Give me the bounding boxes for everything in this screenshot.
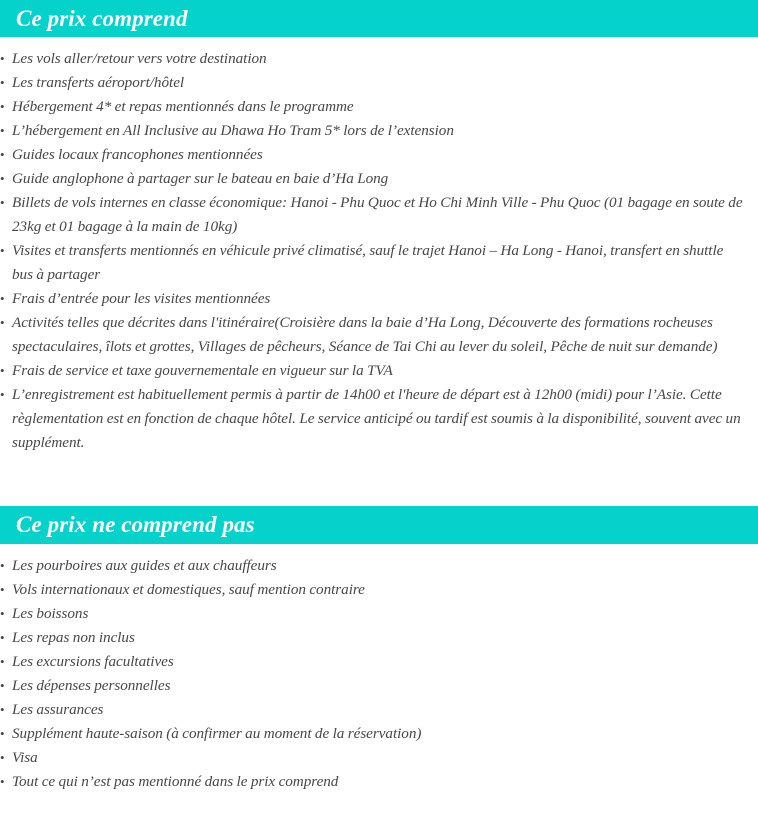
list-item: • Les boissons	[0, 602, 758, 626]
list-item: • Les dépenses personnelles	[0, 674, 758, 698]
list-item: • L’enregistrement est habituellement permis à partir de 14h00 et l'heure de départ est à 12h00 (midi) pour l’Asie. Cette règlementation est en fonction de chaque hôtel. Le service anticipé ou tardif est soumis à la disponibilité, souvent avec un supplément.	[0, 383, 758, 455]
list-item: • Tout ce qui n’est pas mentionné dans le prix comprend	[0, 770, 758, 794]
list-item: • Supplément haute-saison (à confirmer au moment de la réservation)	[0, 722, 758, 746]
section-header-included: Ce prix comprend	[0, 0, 758, 37]
list-item: • Activités telles que décrites dans l'itinéraire(Croisière dans la baie d’Ha Long, Découverte des formations rocheuses spectaculaires, îlots et grottes, Villages de pêcheurs, Séance de Tai Chi au lever du soleil, Pêche de nuit sur demande)	[0, 311, 758, 359]
section-price-not-included	[0, 506, 758, 794]
list-item: • Visa	[0, 746, 758, 770]
list-item: • Vols internationaux et domestiques, sauf mention contraire	[0, 578, 758, 602]
list-item: • Les vols aller/retour vers votre destination	[0, 47, 758, 71]
list-item: • Guides locaux francophones mentionnées	[0, 143, 758, 167]
list-item: • Frais de service et taxe gouvernementale en vigueur sur la TVA	[0, 359, 758, 383]
list-item: • Les repas non inclus	[0, 626, 758, 650]
list-item: • Billets de vols internes en classe économique: Hanoi - Phu Quoc et Ho Chi Minh Ville - Phu Quoc (01 bagage en soute de 23kg et 01 bagage à la main de 10kg)	[0, 191, 758, 239]
list-item: • Guide anglophone à partager sur le bateau en baie d’Ha Long	[0, 167, 758, 191]
list-item: • Frais d’entrée pour les visites mentionnées	[0, 287, 758, 311]
list-item: • Les transferts aéroport/hôtel	[0, 71, 758, 95]
included-list	[0, 37, 758, 455]
not-included-list	[0, 544, 758, 794]
list-item: • Les pourboires aux guides et aux chauffeurs	[0, 554, 758, 578]
list-item: • Hébergement 4* et repas mentionnés dans le programme	[0, 95, 758, 119]
section-header-not-included: Ce prix ne comprend pas	[0, 506, 758, 544]
section-spacer	[0, 455, 758, 506]
list-item: • Les excursions facultatives	[0, 650, 758, 674]
list-item: • Les assurances	[0, 698, 758, 722]
list-item: • L’hébergement en All Inclusive au Dhawa Ho Tram 5* lors de l’extension	[0, 119, 758, 143]
list-item: • Visites et transferts mentionnés en véhicule privé climatisé, sauf le trajet Hanoi – Ha Long - Hanoi, transfert en shuttle bus à partager	[0, 239, 758, 287]
